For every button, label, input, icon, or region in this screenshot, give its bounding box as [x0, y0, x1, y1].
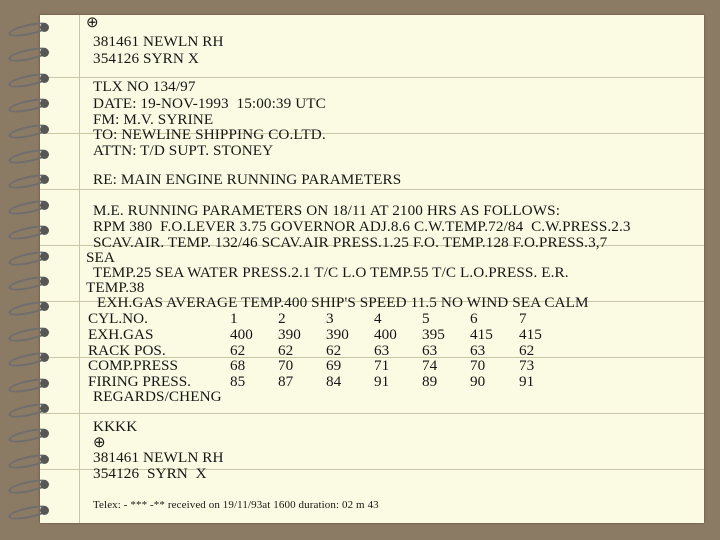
table-cell: 90: [470, 373, 486, 391]
spiral-ring: [8, 276, 52, 288]
punch-hole: [40, 277, 49, 286]
receiver-answerback: 354126 SYRN X: [93, 50, 199, 67]
spiral-ring: [8, 505, 52, 517]
spiral-ring: [8, 327, 52, 339]
spiral-ring: [8, 98, 52, 110]
table-cell: 3: [326, 310, 334, 327]
receiver-answerback: 354126 SYRN X: [93, 465, 207, 482]
punch-hole: [40, 99, 49, 108]
table-cell: 6: [470, 310, 478, 327]
telex-subject: RE: MAIN ENGINE RUNNING PARAMETERS: [93, 171, 402, 188]
spiral-ring: [8, 378, 52, 390]
spiral-ring: [8, 428, 52, 440]
punch-hole: [40, 429, 49, 438]
table-cell: 68: [230, 357, 246, 375]
table-cell: 62: [278, 341, 294, 359]
body-line: RPM 380 F.O.LEVER 3.75 GOVERNOR ADJ.8.6 C.W.TEMP.72/84 C.W.PRESS.2.3: [93, 218, 631, 235]
table-cell: 1: [230, 310, 238, 327]
sender-answerback: 381461 NEWLN RH: [93, 449, 224, 466]
table-cell: 400: [230, 325, 253, 343]
ruled-line: [40, 189, 704, 190]
spiral-ring: [8, 352, 52, 364]
spiral-ring: [8, 124, 52, 136]
table-cell: 400: [374, 325, 397, 343]
row-label: FIRING PRESS.: [88, 373, 191, 391]
telex-to: TO: NEWLINE SHIPPING CO.LTD.: [93, 126, 326, 143]
punch-hole: [40, 252, 49, 261]
telex-date: DATE: 19-NOV-1993 15:00:39 UTC: [93, 95, 326, 112]
punch-hole: [40, 175, 49, 184]
table-cell: 415: [470, 325, 493, 343]
table-cell: 7: [519, 310, 527, 327]
row-label: EXH.GAS: [88, 325, 154, 343]
punch-hole: [40, 226, 49, 235]
table-cell: 63: [470, 341, 486, 359]
punch-hole: [40, 201, 49, 210]
punch-hole: [40, 328, 49, 337]
table-cell: 390: [278, 325, 301, 343]
punch-hole: [40, 480, 49, 489]
table-cell: 62: [326, 341, 342, 359]
margin-line: [79, 15, 80, 523]
punch-hole: [40, 379, 49, 388]
sign-off: KKKK: [93, 418, 138, 435]
punch-hole: [40, 455, 49, 464]
table-cell: 395: [422, 325, 445, 343]
regards-line: REGARDS/CHENG: [93, 388, 222, 405]
table-cell: 91: [374, 373, 390, 391]
table-cell: 69: [326, 357, 342, 375]
table-cell: 84: [326, 373, 342, 391]
table-cell: 2: [278, 310, 286, 327]
row-label: CYL.NO.: [88, 310, 148, 327]
body-line: SEA: [86, 249, 115, 266]
sender-answerback: 381461 NEWLN RH: [93, 33, 224, 50]
received-line: Telex: - *** -** received on 19/11/93at 1600 duration: 02 m 43: [93, 499, 379, 511]
table-cell: 91: [519, 373, 535, 391]
table-cell: 4: [374, 310, 382, 327]
body-line: SCAV.AIR. TEMP. 132/46 SCAV.AIR PRESS.1.25 F.O. TEMP.128 F.O.PRESS.3,7: [93, 234, 608, 251]
spiral-ring: [8, 301, 52, 313]
spiral-ring: [8, 200, 52, 212]
punch-hole: [40, 23, 49, 32]
spiral-ring: [8, 251, 52, 263]
table-cell: 62: [230, 341, 246, 359]
table-cell: 87: [278, 373, 294, 391]
ruled-line: [40, 413, 704, 414]
punch-hole: [40, 48, 49, 57]
table-cell: 70: [470, 357, 486, 375]
row-label: COMP.PRESS: [88, 357, 178, 375]
telex-from: FM: M.V. SYRINE: [93, 111, 214, 128]
table-cell: 70: [278, 357, 294, 375]
spiral-ring: [8, 22, 52, 34]
table-cell: 390: [326, 325, 349, 343]
table-cell: 73: [519, 357, 535, 375]
table-cell: 63: [374, 341, 390, 359]
spiral-ring: [8, 403, 52, 415]
spiral-ring: [8, 73, 52, 85]
table-cell: 74: [422, 357, 438, 375]
telex-attn: ATTN: T/D SUPT. STONEY: [93, 142, 274, 159]
spiral-ring: [8, 225, 52, 237]
body-line: EXH.GAS AVERAGE TEMP.400 SHIP'S SPEED 11.5 NO WIND SEA CALM: [97, 294, 589, 311]
table-cell: 89: [422, 373, 438, 391]
telex-symbol: ⊕: [86, 14, 99, 31]
table-cell: 63: [422, 341, 438, 359]
punch-hole: [40, 353, 49, 362]
spiral-ring: [8, 479, 52, 491]
punch-hole: [40, 302, 49, 311]
table-cell: 62: [519, 341, 535, 359]
spiral-ring: [8, 47, 52, 59]
punch-hole: [40, 404, 49, 413]
telex-symbol: ⊕: [93, 434, 106, 451]
table-cell: 85: [230, 373, 246, 391]
spiral-ring: [8, 174, 52, 186]
spiral-ring: [8, 454, 52, 466]
table-cell: 5: [422, 310, 430, 327]
punch-hole: [40, 506, 49, 515]
body-line: M.E. RUNNING PARAMETERS ON 18/11 AT 2100 HRS AS FOLLOWS:: [93, 202, 561, 219]
telex-number: TLX NO 134/97: [93, 78, 196, 95]
punch-hole: [40, 74, 49, 83]
table-cell: 71: [374, 357, 390, 375]
body-line: TEMP.25 SEA WATER PRESS.2.1 T/C L.O TEMP.55 T/C L.O.PRESS. E.R.: [93, 264, 569, 281]
punch-hole: [40, 125, 49, 134]
table-cell: 415: [519, 325, 542, 343]
body-line: TEMP.38: [86, 279, 145, 296]
punch-hole: [40, 150, 49, 159]
row-label: RACK POS.: [88, 341, 166, 359]
spiral-ring: [8, 149, 52, 161]
